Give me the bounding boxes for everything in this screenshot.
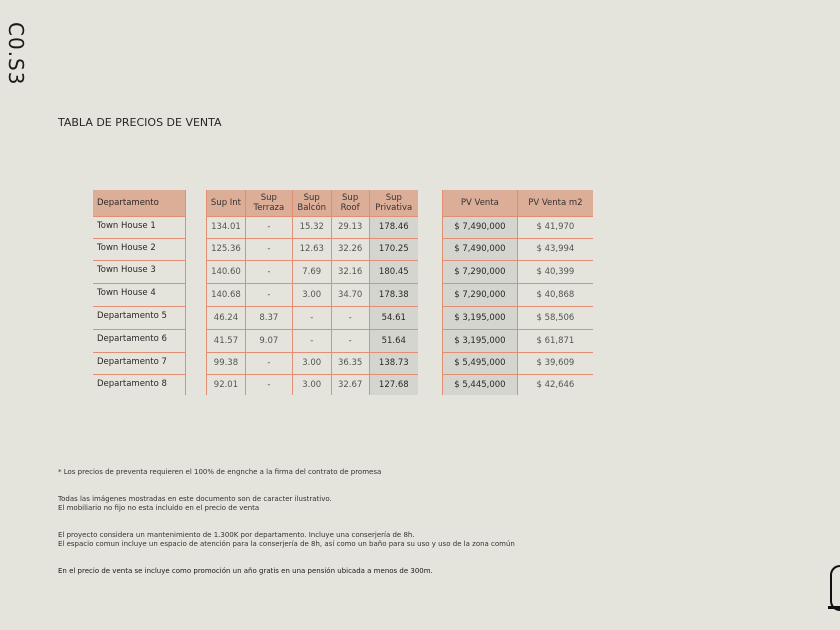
table-row — [207, 238, 419, 260]
table-cell: 178.38 — [369, 283, 418, 306]
table-cell: 178.46 — [369, 216, 418, 238]
footnote: El proyecto considera un mantenimiento de 1.300K por departamento. Incluye una conserjería de 8h. El espacio comun incluye un espacio de atención para la conserjería de 8h, así como un baño para su uso y uso de la zona común — [58, 531, 515, 548]
table-cell: $ 5,445,000 — [443, 374, 518, 395]
table-cell: $ 5,495,000 — [443, 352, 518, 374]
table-cell: 32.16 — [331, 260, 369, 283]
table-cell: 36.35 — [331, 352, 369, 374]
page-title: TABLA DE PRECIOS DE VENTA — [58, 116, 222, 129]
table-cell: 7.69 — [292, 260, 331, 283]
table-cell: 92.01 — [207, 374, 246, 395]
table-cell: $ 7,490,000 — [443, 238, 518, 260]
table-cell: 9.07 — [245, 329, 292, 352]
table-row — [93, 283, 186, 306]
table-row — [443, 283, 594, 306]
table-row — [93, 216, 186, 238]
column-header: Sup Balcón — [292, 190, 331, 216]
table-cell: - — [245, 283, 292, 306]
table-cell: 34.70 — [331, 283, 369, 306]
table-cell: Departamento 8 — [93, 374, 186, 395]
table-row — [207, 216, 419, 238]
footnote: * Los precios de preventa requieren el 100% de engnche a la firma del contrato de promesa — [58, 468, 382, 476]
column-header: Sup Privativa — [369, 190, 418, 216]
unit-names-table — [93, 190, 186, 395]
table-cell: Town House 1 — [93, 216, 186, 238]
table-cell: Departamento 7 — [93, 352, 186, 374]
table-cell: 140.68 — [207, 283, 246, 306]
table-cell: $ 43,994 — [517, 238, 593, 260]
table-row — [93, 374, 186, 395]
table-cell: Town House 2 — [93, 238, 186, 260]
table-row — [93, 352, 186, 374]
table-row — [207, 352, 419, 374]
column-header: PV Venta m2 — [517, 190, 593, 216]
table-cell: - — [292, 306, 331, 329]
table-cell: - — [331, 306, 369, 329]
table-cell: $ 7,290,000 — [443, 283, 518, 306]
table-cell: - — [245, 238, 292, 260]
table-cell: 32.67 — [331, 374, 369, 395]
table-cell: 54.61 — [369, 306, 418, 329]
table-cell: Departamento 6 — [93, 329, 186, 352]
table-cell: $ 3,195,000 — [443, 329, 518, 352]
table-cell: $ 61,871 — [517, 329, 593, 352]
table-cell: $ 3,195,000 — [443, 306, 518, 329]
table-cell: 170.25 — [369, 238, 418, 260]
table-cell: 8.37 — [245, 306, 292, 329]
table-row — [93, 306, 186, 329]
table-cell: - — [245, 216, 292, 238]
surface-table — [206, 190, 418, 395]
table-cell: 99.38 — [207, 352, 246, 374]
table-row — [93, 238, 186, 260]
table-cell: 12.63 — [292, 238, 331, 260]
table-cell: $ 58,506 — [517, 306, 593, 329]
table-row — [93, 329, 186, 352]
table-cell: $ 39,609 — [517, 352, 593, 374]
table-row — [443, 352, 594, 374]
column-header: PV Venta — [443, 190, 518, 216]
brand-logo: C0.S3 — [4, 22, 28, 86]
table-cell: $ 42,646 — [517, 374, 593, 395]
table-row — [207, 374, 419, 395]
table-row — [207, 260, 419, 283]
table-row — [443, 216, 594, 238]
table-cell: 29.13 — [331, 216, 369, 238]
table-row — [207, 329, 419, 352]
table-cell: $ 41,970 — [517, 216, 593, 238]
table-cell: $ 7,290,000 — [443, 260, 518, 283]
table-row — [443, 260, 594, 283]
footnote: Todas las imágenes mostradas en este documento son de caracter ilustrativo. El mobiliario no fijo no esta incluido en el precio de venta — [58, 495, 332, 512]
table-cell: 125.36 — [207, 238, 246, 260]
table-cell: 140.60 — [207, 260, 246, 283]
table-cell: 32.26 — [331, 238, 369, 260]
table-cell: 15.32 — [292, 216, 331, 238]
table-cell: - — [245, 352, 292, 374]
table-cell: 3.00 — [292, 283, 331, 306]
table-cell: 127.68 — [369, 374, 418, 395]
table-row — [443, 374, 594, 395]
table-row — [207, 306, 419, 329]
table-row — [207, 283, 419, 306]
table-cell: $ 40,399 — [517, 260, 593, 283]
table-cell: $ 7,490,000 — [443, 216, 518, 238]
table-cell: Departamento 5 — [93, 306, 186, 329]
table-cell: Town House 3 — [93, 260, 186, 283]
table-cell: Town House 4 — [93, 283, 186, 306]
table-cell: $ 40,868 — [517, 283, 593, 306]
footnote: En el precio de venta se incluye como promoción un año gratis en una pensión ubicada a menos de 300m. — [58, 567, 433, 575]
table-cell: - — [292, 329, 331, 352]
table-row — [443, 329, 594, 352]
table-row — [443, 306, 594, 329]
table-cell: 41.57 — [207, 329, 246, 352]
table-row — [443, 238, 594, 260]
table-cell: - — [245, 374, 292, 395]
column-header: Sup Roof — [331, 190, 369, 216]
table-cell: 138.73 — [369, 352, 418, 374]
table-cell: - — [331, 329, 369, 352]
table-cell: 134.01 — [207, 216, 246, 238]
table-cell: - — [245, 260, 292, 283]
price-table — [442, 190, 593, 395]
table-cell: 46.24 — [207, 306, 246, 329]
table-row — [93, 260, 186, 283]
table-cell: 180.45 — [369, 260, 418, 283]
column-header: Sup Int — [207, 190, 246, 216]
brand-mark-icon-base — [828, 606, 840, 609]
footnotes — [58, 468, 515, 594]
column-header: Sup Terraza — [245, 190, 292, 216]
column-header: Departamento — [93, 190, 186, 216]
brand-mark-icon — [830, 565, 840, 611]
table-cell: 3.00 — [292, 374, 331, 395]
table-cell: 3.00 — [292, 352, 331, 374]
table-cell: 51.64 — [369, 329, 418, 352]
